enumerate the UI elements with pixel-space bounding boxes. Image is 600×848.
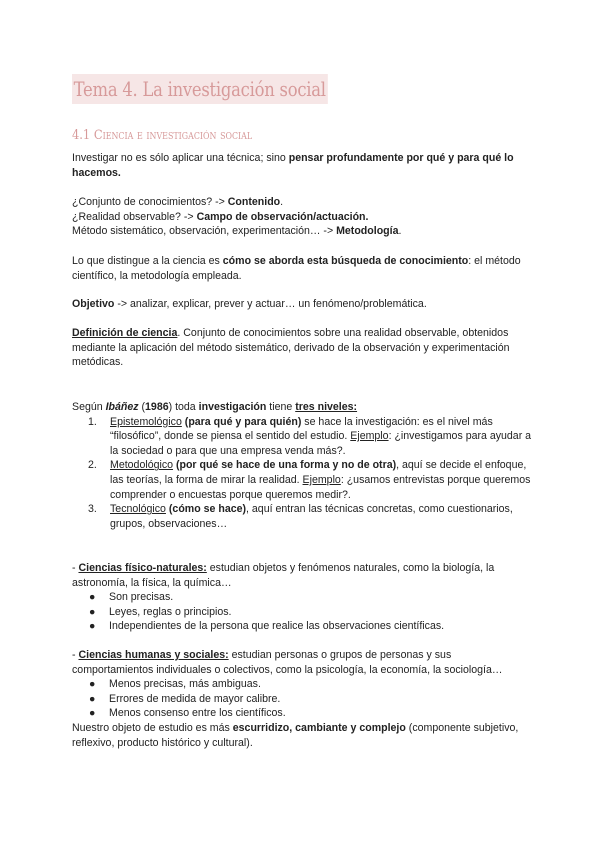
qa-line-3-text: Método sistemático, observación, experimentación… -> xyxy=(72,225,337,238)
section-subtitle: 4.1 Ciencia e investigación social xyxy=(72,128,253,143)
definicion-paragraph xyxy=(72,326,534,370)
list-item-text: Errores de medida de mayor calibre. xyxy=(109,692,281,705)
intro-text: Investigar no es sólo aplicar una técnica; sino xyxy=(72,152,289,164)
nivel-item xyxy=(72,502,534,531)
distingue-text: Lo que distingue a la ciencia es xyxy=(72,255,223,267)
objetivo-paragraph xyxy=(72,297,534,312)
qa-line-1-end: . xyxy=(280,196,284,208)
nivel-text: , aquí se decide el enfoque, las teorías, la forma de mirar la realidad. xyxy=(110,459,527,486)
qa-line-1 xyxy=(72,195,534,210)
nivel-number: 1. xyxy=(88,415,97,428)
qa-line-3-bold: Metodología xyxy=(336,225,399,238)
list-item-text: Menos precisas, más ambiguas. xyxy=(109,678,261,691)
author-year: 1986 xyxy=(145,401,169,413)
list-item-text: Menos consenso entre los científicos. xyxy=(109,707,286,720)
qa-block xyxy=(72,195,534,239)
list-item-text: Son precisas. xyxy=(109,591,174,604)
humanas-intro xyxy=(72,648,534,677)
list-item xyxy=(72,677,534,692)
definicion-label: Definición de ciencia xyxy=(72,327,178,339)
nivel-text: , aquí entran las técnicas concretas, como cuestionarios, grupos, observaciones… xyxy=(110,503,513,530)
bullet-icon: ● xyxy=(89,591,96,604)
niveles-list xyxy=(72,415,534,532)
qa-line-2-bold: Campo de observación/actuación. xyxy=(196,210,369,223)
fisico-block xyxy=(72,561,534,634)
nivel-ejemplo-text: : ¿investigamos para ayudar a la sociedad o para que una empresa venda más?. xyxy=(110,430,532,457)
objetivo-text: -> analizar, explicar, prever y actuar… un fenómeno/problemática. xyxy=(114,298,427,310)
niveles-intro xyxy=(72,400,534,415)
nivel-name: Metodológico xyxy=(110,459,174,472)
nivel-ejemplo-text: : ¿usamos entrevistas porque queremos comprender o encuestas porque queremos medir?. xyxy=(110,473,531,501)
niveles-text-a: Según xyxy=(72,401,106,413)
humanas-final xyxy=(72,721,534,750)
qa-line-2-text: ¿Realidad observable? -> xyxy=(72,210,197,223)
bullet-icon: ● xyxy=(89,605,96,618)
humanas-name: Ciencias humanas y sociales: xyxy=(78,649,229,661)
niveles-text-c: ( xyxy=(138,401,146,413)
author-name: Ibáñez xyxy=(105,401,139,413)
fisico-name: Ciencias físico-naturales: xyxy=(78,562,207,574)
list-item-text: Leyes, reglas o principios. xyxy=(109,605,232,618)
fisico-text: estudian objetos y fenómenos naturales, como la biología, la astronomía, la física, la química… xyxy=(72,562,495,589)
qa-line-1-bold: Contenido xyxy=(227,196,281,208)
nivel-text: se hace la investigación: es el nivel más “filosófico”, donde se piensa el sentido del estudio. xyxy=(110,415,493,443)
list-item xyxy=(72,590,534,605)
nivel-number: 3. xyxy=(88,503,97,516)
nivel-item xyxy=(72,458,534,502)
niveles-tres: tres niveles: xyxy=(295,401,358,413)
nivel-bold: (cómo se hace) xyxy=(165,503,247,516)
list-item xyxy=(72,692,534,707)
bullet-icon: ● xyxy=(89,692,96,705)
definicion-text: . Conjunto de conocimientos sobre una realidad observable, obtenidos mediante la aplicación del método sistemático, derivado de la observación y experimentación metódicas. xyxy=(72,327,510,369)
bullet-icon: ● xyxy=(89,620,96,633)
qa-line-1-text: ¿Conjunto de conocimientos? -> xyxy=(72,196,228,208)
fisico-dash: - xyxy=(72,562,79,574)
niveles-text-g: tiene xyxy=(266,401,296,413)
humanas-final-text: Nuestro objeto de estudio es más xyxy=(72,721,233,734)
distingue-paragraph xyxy=(72,254,534,283)
qa-line-3-end: . xyxy=(398,225,402,238)
niveles-block xyxy=(72,400,534,531)
humanas-block xyxy=(72,648,534,750)
bullet-icon: ● xyxy=(89,707,96,720)
nivel-ejemplo-label: Ejemplo xyxy=(350,430,389,443)
bullet-icon: ● xyxy=(89,678,96,691)
distingue-bold: cómo se aborda esta búsqueda de conocimiento xyxy=(222,255,469,267)
humanas-final-bold: escurridizo, cambiante y complejo xyxy=(232,721,406,734)
nivel-item xyxy=(72,415,534,459)
niveles-investigacion: investigación xyxy=(198,401,267,413)
list-item-text: Independientes de la persona que realice las observaciones científicas. xyxy=(109,620,445,633)
nivel-number: 2. xyxy=(88,459,97,472)
intro-bold: pensar profundamente por qué y para qué lo hacemos. xyxy=(72,152,514,179)
nivel-bold: (por qué se hace de una forma y no de otra) xyxy=(173,459,397,472)
humanas-dash: - xyxy=(72,649,79,661)
niveles-text-e: ) toda xyxy=(168,401,199,413)
list-item xyxy=(72,706,534,721)
qa-line-2 xyxy=(72,210,534,225)
title-wrap xyxy=(72,74,384,104)
nivel-ejemplo-label: Ejemplo xyxy=(302,473,341,486)
distingue-end: : el método científico, la metodología empleada. xyxy=(72,255,521,282)
humanas-final-end: (componente subjetivo, reflexivo, producto histórico y cultural). xyxy=(72,721,519,749)
humanas-text: estudian personas o grupos de personas y sus comportamientos individuales o colectivos, como la psicología, la economía, la sociología… xyxy=(72,649,503,676)
list-item xyxy=(72,619,534,634)
qa-line-3 xyxy=(72,224,534,239)
objetivo-label: Objetivo xyxy=(72,298,115,310)
list-item xyxy=(72,605,534,620)
nivel-name: Tecnológico xyxy=(110,503,166,516)
fisico-intro xyxy=(72,561,534,590)
page-title: Tema 4. La investigación social xyxy=(72,74,327,104)
fisico-list xyxy=(72,590,534,634)
intro-paragraph xyxy=(72,151,534,180)
nivel-bold: (para qué y para quién) xyxy=(181,415,302,428)
humanas-list xyxy=(72,677,534,721)
nivel-name: Epistemológico xyxy=(110,415,182,428)
